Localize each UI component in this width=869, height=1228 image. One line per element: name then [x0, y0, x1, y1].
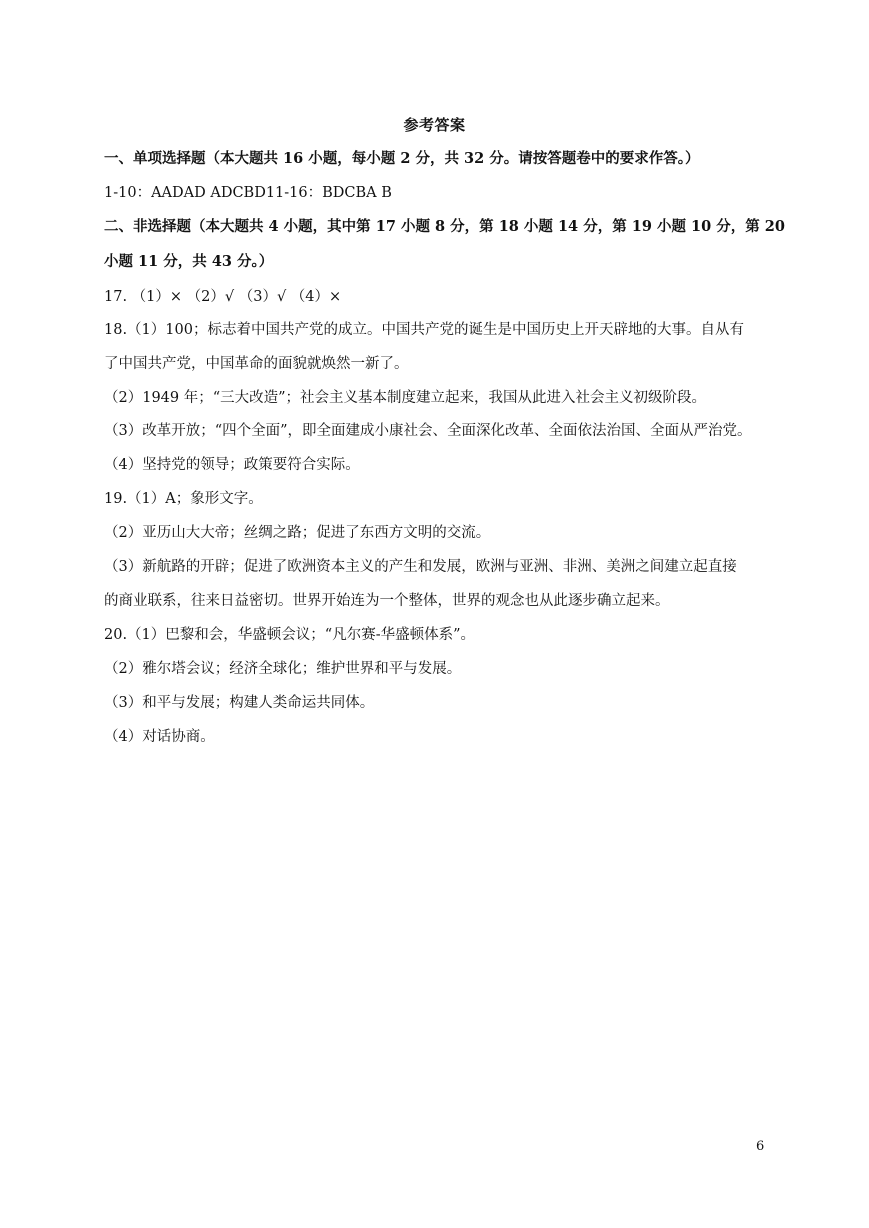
q19-p2: （2）亚历山大大帝；丝绸之路；促进了东西方文明的交流。 — [104, 525, 491, 541]
q17-answer: 17. （1）× （2）√ （3）√ （4）× — [104, 289, 342, 305]
section2-heading-line2: 小题 11 分，共 43 分。） — [104, 253, 274, 270]
section1-heading: 一、单项选择题（本大题共 16 小题，每小题 2 分，共 32 分。请按答题卷中的要求作答。） — [104, 150, 700, 167]
page-number: 6 — [756, 1139, 765, 1154]
section2-heading-line1: 二、非选择题（本大题共 4 小题，其中第 17 小题 8 分，第 18 小题 14 分，第 19 小题 10 分，第 20 — [104, 218, 785, 235]
q18-p2: （2）1949 年；“三大改造”；社会主义基本制度建立起来，我国从此进入社会主义初级阶段。 — [104, 390, 707, 406]
q20-p1: 20.（1）巴黎和会，华盛顿会议；“凡尔赛-华盛顿体系”。 — [104, 627, 476, 643]
q20-p4: （4）对话协商。 — [104, 729, 215, 745]
q18-p3: （3）改革开放；“四个全面”，即全面建成小康社会、全面深化改革、全面依法治国、全面从严治党。 — [104, 423, 752, 439]
q19-p3-line2: 的商业联系，往来日益密切。世界开始连为一个整体，世界的观念也从此逐步确立起来。 — [104, 593, 670, 609]
q19-p3-line1: （3）新航路的开辟；促进了欧洲资本主义的产生和发展，欧洲与亚洲、非洲、美洲之间建立起直接 — [104, 559, 737, 575]
page-title: 参考答案 — [403, 116, 466, 134]
q18-p1-line2: 了中国共产党，中国革命的面貌就焕然一新了。 — [104, 356, 409, 372]
q20-p3: （3）和平与发展；构建人类命运共同体。 — [104, 695, 375, 711]
q19-p1: 19.（1）A；象形文字。 — [104, 491, 263, 507]
q20-p2: （2）雅尔塔会议；经济全球化；维护世界和平与发展。 — [104, 661, 462, 677]
q18-p4: （4）坚持党的领导；政策要符合实际。 — [104, 457, 360, 473]
section1-answers: 1-10：AADAD ADCBD11-16：BDCBA B — [104, 185, 392, 201]
q18-p1-line1: 18.（1）100；标志着中国共产党的成立。中国共产党的诞生是中国历史上开天辟地的大事。自从有 — [104, 322, 744, 338]
